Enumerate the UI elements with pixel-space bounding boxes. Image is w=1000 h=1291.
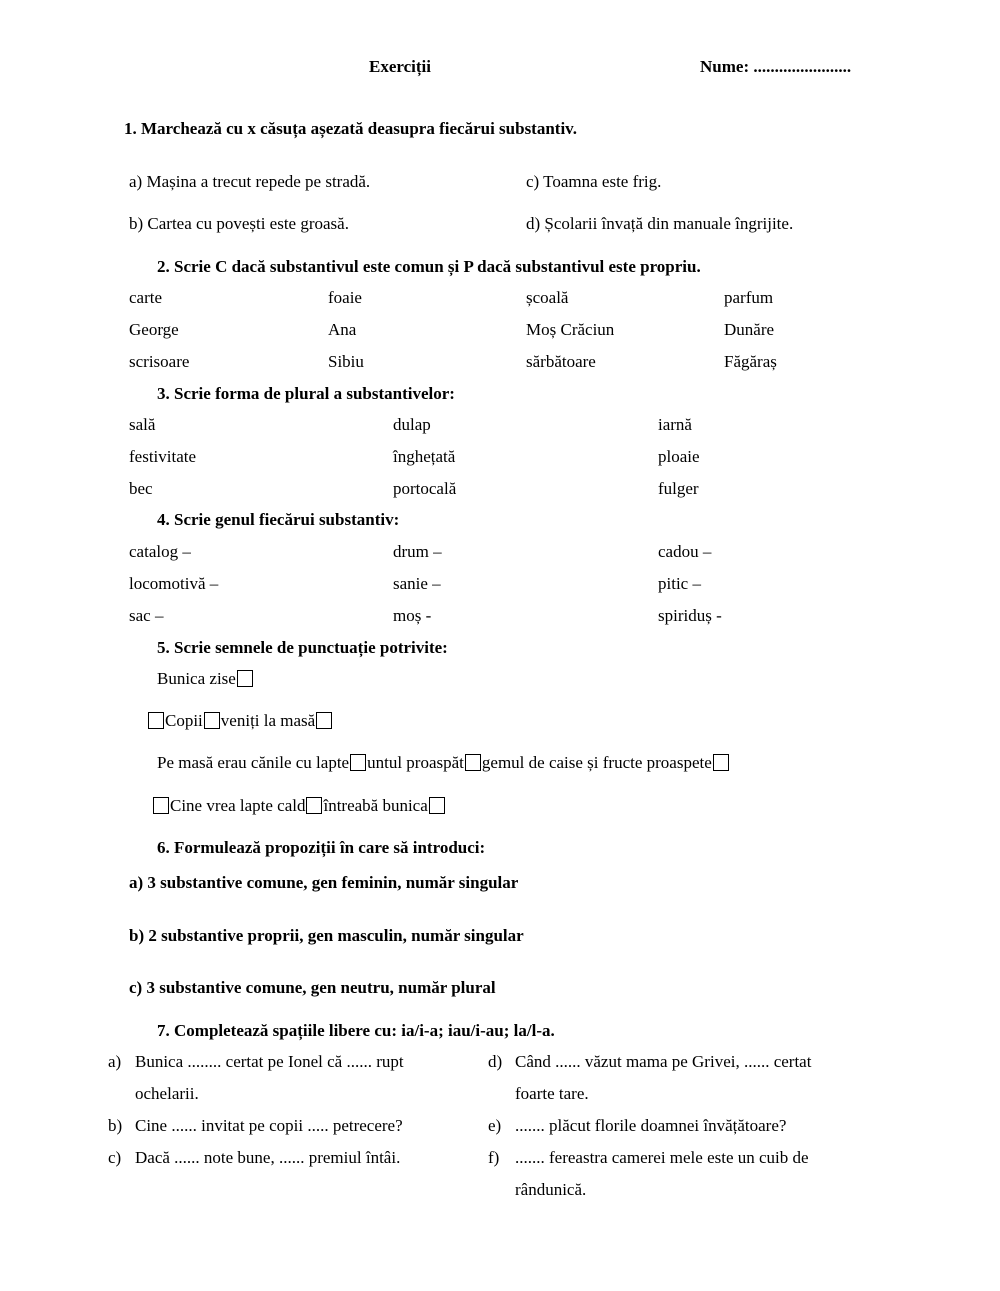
name-label: Nume: ....................... — [700, 57, 852, 76]
exercise-7-marker-b: b) — [108, 1116, 123, 1135]
exercise-3-word: dulap — [393, 415, 431, 434]
page-title: Exerciții — [369, 57, 431, 76]
exercise-1-item-c: c) Toamna este frig. — [526, 172, 662, 191]
fragment: Copii — [165, 711, 203, 730]
punctuation-box[interactable] — [465, 754, 481, 771]
exercise-2-word: George — [129, 320, 179, 339]
exercise-1-item-d: d) Școlarii învață din manuale îngrijite. — [526, 214, 794, 233]
punctuation-box[interactable] — [306, 797, 322, 814]
exercise-7-item-c-line-1: Dacă ...... note bune, ...... premiul întâi. — [135, 1148, 401, 1167]
fragment: gemul de caise și fructe proaspete — [481, 753, 712, 772]
exercise-7-title: 7. Completează spațiile libere cu: ia/i-a; iau/i-au; la/l-a. — [157, 1021, 555, 1040]
exercise-7-item-a-line-1: Bunica ........ certat pe Ionel că ...... rupt — [135, 1052, 404, 1071]
exercise-4-word: catalog – — [129, 542, 191, 561]
exercise-4-word: drum – — [393, 542, 442, 561]
punctuation-box[interactable] — [148, 712, 164, 729]
exercise-2-word: școală — [526, 288, 569, 307]
fragment: întreabă bunica — [323, 796, 428, 815]
exercise-1-item-b: b) Cartea cu povești este groasă. — [129, 214, 349, 233]
exercise-3-word: bec — [129, 479, 153, 498]
exercise-2-word: sărbătoare — [526, 352, 596, 371]
exercise-7-item-b-line-1: Cine ...... invitat pe copii ..... petrecere? — [135, 1116, 403, 1135]
exercise-2-word: foaie — [328, 288, 362, 307]
exercise-1-title: 1. Marchează cu x căsuța așezată deasupra fiecărui substantiv. — [124, 119, 577, 138]
exercise-4-word: sac – — [129, 606, 164, 625]
exercise-5-line-4 — [152, 795, 446, 817]
exercise-2-word: Dunăre — [724, 320, 775, 339]
fragment: Pe masă erau cănile cu lapte — [157, 753, 350, 772]
exercise-1-item-a: a) Mașina a trecut repede pe stradă. — [129, 172, 371, 191]
fragment: Bunica zise — [157, 669, 236, 688]
exercise-3-word: portocală — [393, 479, 457, 498]
punctuation-box[interactable] — [237, 670, 253, 687]
exercise-6-title: 6. Formulează propoziții în care să introduci: — [157, 838, 486, 857]
exercise-3-word: festivitate — [129, 447, 197, 466]
exercise-6-item-a: a) 3 substantive comune, gen feminin, număr singular — [129, 873, 519, 892]
exercise-3-title: 3. Scrie forma de plural a substantivelor: — [157, 384, 455, 403]
fragment: Cine vrea lapte cald — [170, 796, 306, 815]
exercise-4-word: cadou – — [658, 542, 712, 561]
exercise-4-word: locomotivă – — [129, 574, 219, 593]
exercise-4-word: pitic – — [658, 574, 701, 593]
punctuation-box[interactable] — [153, 797, 169, 814]
punctuation-box[interactable] — [204, 712, 220, 729]
exercise-2-word: Sibiu — [328, 352, 364, 371]
punctuation-box[interactable] — [350, 754, 366, 771]
exercise-7-marker-c: c) — [108, 1148, 122, 1167]
exercise-4-title: 4. Scrie genul fiecărui substantiv: — [157, 510, 400, 529]
exercise-7-item-f-line-1: ....... fereastra camerei mele este un cuib de — [515, 1148, 809, 1167]
exercise-7-marker-d: d) — [488, 1052, 503, 1071]
exercise-7-marker-f: f) — [488, 1148, 500, 1167]
exercise-7-item-e-line-1: ....... plăcut florile doamnei învățătoare? — [515, 1116, 787, 1135]
exercise-3-word: fulger — [658, 479, 699, 498]
exercise-4-word: spiriduș - — [658, 606, 722, 625]
exercise-4-word: moș - — [393, 606, 432, 625]
exercise-3-word: înghețată — [393, 447, 456, 466]
exercise-7-marker-a: a) — [108, 1052, 122, 1071]
exercise-7-item-f-line-2: rândunică. — [515, 1180, 587, 1199]
exercise-5-title: 5. Scrie semnele de punctuație potrivite: — [157, 638, 448, 657]
exercise-7-marker-e: e) — [488, 1116, 502, 1135]
fragment: untul proaspăt — [367, 753, 464, 772]
exercise-5-line-2 — [147, 710, 333, 732]
punctuation-box[interactable] — [316, 712, 332, 729]
exercise-5-line-1 — [157, 668, 254, 690]
exercise-7-item-d-line-2: foarte tare. — [515, 1084, 589, 1103]
exercise-3-word: sală — [129, 415, 156, 434]
exercise-7-item-d-line-1: Când ...... văzut mama pe Grivei, ...... certat — [515, 1052, 812, 1071]
exercise-6-item-c: c) 3 substantive comune, gen neutru, număr plural — [129, 978, 496, 997]
exercise-5-line-3 — [157, 752, 730, 774]
exercise-2-word: carte — [129, 288, 163, 307]
exercise-7-item-a-line-2: ochelarii. — [135, 1084, 199, 1103]
exercise-2-word: Ana — [328, 320, 357, 339]
exercise-2-word: Moș Crăciun — [526, 320, 615, 339]
exercise-3-word: ploaie — [658, 447, 700, 466]
fragment: veniți la masă — [220, 711, 316, 730]
exercise-6-item-b: b) 2 substantive proprii, gen masculin, număr singular — [129, 926, 524, 945]
exercise-2-word: scrisoare — [129, 352, 190, 371]
punctuation-box[interactable] — [713, 754, 729, 771]
exercise-2-title: 2. Scrie C dacă substantivul este comun și P dacă substantivul este propriu. — [157, 257, 701, 276]
exercise-2-word: Făgăraș — [724, 352, 777, 371]
exercise-4-word: sanie – — [393, 574, 441, 593]
exercise-3-word: iarnă — [658, 415, 692, 434]
punctuation-box[interactable] — [429, 797, 445, 814]
exercise-2-word: parfum — [724, 288, 774, 307]
